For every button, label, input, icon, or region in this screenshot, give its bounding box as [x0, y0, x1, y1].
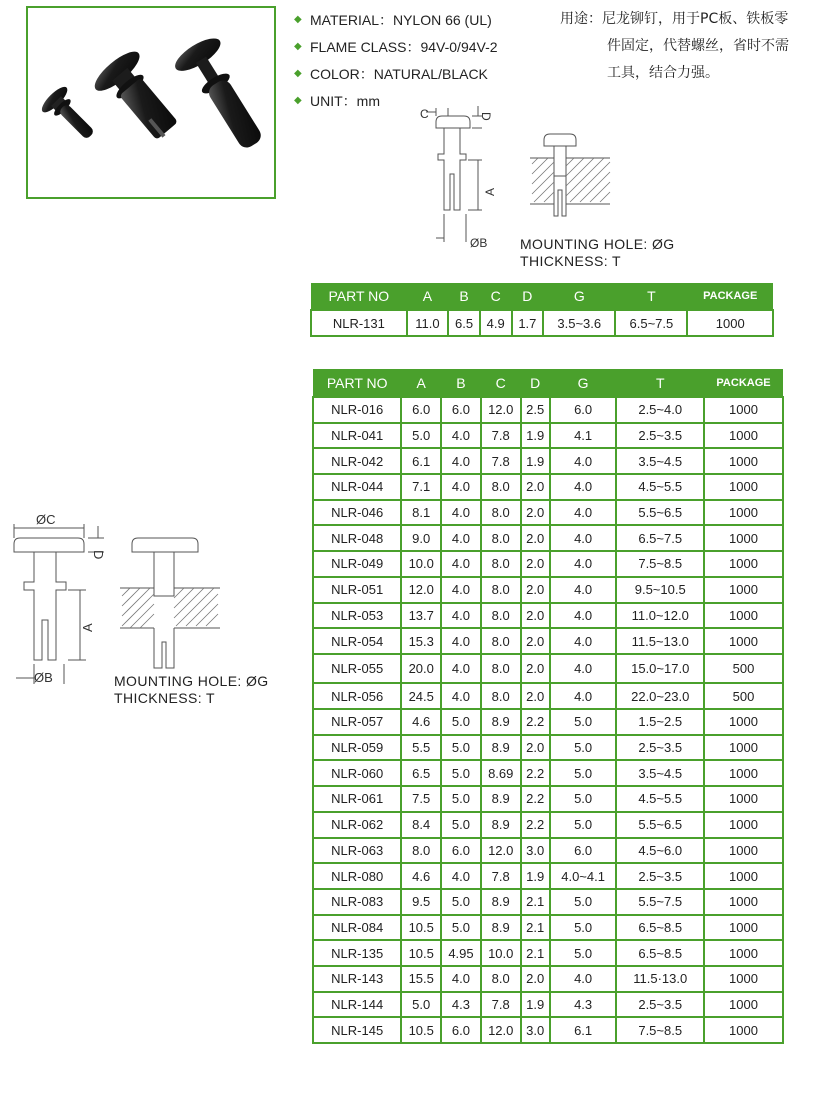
spec-flame-class: ◆ FLAME CLASS：94V-0/94V-2 [294, 33, 498, 60]
label-b: ØB [470, 236, 488, 250]
table-cell: 2.0 [521, 525, 550, 551]
table-cell: 4.3 [441, 992, 481, 1018]
table-row [313, 500, 783, 526]
small-rivet [38, 83, 102, 147]
column-header: D [521, 369, 550, 397]
table-cell: 1000 [704, 915, 783, 941]
bullet-icon: ◆ [294, 67, 302, 79]
table-row [313, 889, 783, 915]
table-cell: 4.0 [441, 577, 481, 603]
table-cell: 11.0 [407, 310, 449, 336]
column-header: T [615, 283, 687, 310]
table-cell: 4.0 [441, 423, 481, 449]
table-cell: 10.5 [401, 915, 441, 941]
table-cell: 5.0 [550, 735, 617, 761]
table-cell: 3.0 [521, 1017, 550, 1043]
table-nlr-131 [310, 283, 774, 337]
table-cell: 5.0 [550, 940, 617, 966]
column-header: G [543, 283, 615, 310]
table-cell: 1000 [704, 603, 783, 629]
table-cell: 4.0 [550, 500, 617, 526]
table-cell: 2.0 [521, 628, 550, 654]
table-row [313, 838, 783, 864]
table-cell: 4.0 [441, 525, 481, 551]
table-cell: 6.0 [441, 397, 481, 423]
usage-line-3: 工具，结合力强。 [607, 65, 719, 81]
table-cell: 10.5 [401, 1017, 441, 1043]
table-cell: 6.5~8.5 [616, 940, 704, 966]
product-photo [26, 6, 276, 199]
table-cell: 6.5~8.5 [616, 915, 704, 941]
table-cell: 22.0~23.0 [616, 683, 704, 709]
column-header: A [401, 369, 441, 397]
table-cell: 7.8 [481, 992, 521, 1018]
thickness-text: THICKNESS: T [114, 690, 216, 706]
bullet-icon: ◆ [294, 13, 302, 25]
table-cell: 1000 [704, 786, 783, 812]
table-cell: 2.5~4.0 [616, 397, 704, 423]
hatch-pattern [122, 588, 218, 628]
mounting-hole-text: MOUNTING HOLE: ØG [520, 236, 675, 252]
table-cell: 4.6 [401, 709, 441, 735]
table-cell: 4.0~4.1 [550, 863, 617, 889]
table-cell: 5.0 [441, 735, 481, 761]
label-a: A [483, 187, 497, 196]
table-row [313, 525, 783, 551]
table-row [313, 683, 783, 709]
table-cell: 5.0 [550, 915, 617, 941]
table-cell: 1000 [704, 448, 783, 474]
table-cell: 9.0 [401, 525, 441, 551]
top-mounting-note [520, 236, 675, 270]
part-number-cell: NLR-080 [313, 863, 401, 889]
table-cell: 3.5~4.5 [616, 760, 704, 786]
table-cell: 2.5 [521, 397, 550, 423]
table-row [313, 735, 783, 761]
label-a: A [80, 623, 95, 632]
table-cell: 1000 [704, 1017, 783, 1043]
table-cell: 6.0 [550, 838, 617, 864]
table-cell: 20.0 [401, 654, 441, 684]
table-cell: 8.9 [481, 709, 521, 735]
table-row [313, 863, 783, 889]
bullet-icon: ◆ [294, 40, 302, 52]
table-cell: 1000 [704, 551, 783, 577]
table-cell: 5.0 [441, 786, 481, 812]
table-row [313, 654, 783, 684]
table-cell: 1000 [704, 397, 783, 423]
part-number-cell: NLR-056 [313, 683, 401, 709]
spec-color: ◆ COLOR：NATURAL/BLACK [294, 60, 498, 87]
part-number-cell: NLR-041 [313, 423, 401, 449]
table-cell: 6.0 [401, 397, 441, 423]
part-number-cell: NLR-053 [313, 603, 401, 629]
table-cell: 2.1 [521, 915, 550, 941]
column-header: B [448, 283, 480, 310]
table-cell: 8.0 [481, 683, 521, 709]
nylon-rivet-photo [28, 8, 274, 197]
table-cell: 8.9 [481, 735, 521, 761]
table-cell: 4.5~5.5 [616, 474, 704, 500]
table-row [313, 786, 783, 812]
table-cell: 1000 [704, 863, 783, 889]
table-cell: 4.0 [441, 603, 481, 629]
label-b: ØB [34, 670, 53, 685]
mounting-hole-text: MOUNTING HOLE: ØG [114, 673, 269, 689]
large-rivet [170, 32, 274, 158]
table-cell: 1000 [704, 812, 783, 838]
table-cell: 4.0 [441, 500, 481, 526]
table-cell: 4.0 [441, 654, 481, 684]
table-cell: 5.0 [441, 915, 481, 941]
table-cell: 5.0 [550, 760, 617, 786]
part-number-cell: NLR-059 [313, 735, 401, 761]
table-cell: 10.0 [481, 940, 521, 966]
part-number-cell: NLR-143 [313, 966, 401, 992]
table-cell: 5.0 [401, 423, 441, 449]
table-cell: 1000 [704, 735, 783, 761]
table-row [313, 760, 783, 786]
table-cell: 5.0 [550, 812, 617, 838]
table-cell: 5.0 [550, 709, 617, 735]
table-cell: 1000 [704, 760, 783, 786]
column-header: D [512, 283, 544, 310]
label-d: D [479, 112, 493, 121]
table-cell: 1000 [704, 992, 783, 1018]
table-cell: 8.0 [481, 525, 521, 551]
table-cell: 5.5 [401, 735, 441, 761]
column-header: T [616, 369, 704, 397]
table-row [313, 448, 783, 474]
part-number-cell: NLR-016 [313, 397, 401, 423]
table-cell: 1.7 [512, 310, 544, 336]
table-cell: 11.5~13.0 [616, 628, 704, 654]
part-number-cell: NLR-061 [313, 786, 401, 812]
table-cell: 12.0 [481, 397, 521, 423]
table-cell: 4.0 [550, 966, 617, 992]
top-rivet-drawing [420, 104, 620, 254]
part-number-cell: NLR-046 [313, 500, 401, 526]
table-cell: 2.5~3.5 [616, 863, 704, 889]
table-cell: 5.0 [401, 992, 441, 1018]
table-cell: 6.1 [550, 1017, 617, 1043]
table-cell: 3.0 [521, 838, 550, 864]
table-cell: 7.5~8.5 [616, 1017, 704, 1043]
table-nlr-series [312, 369, 784, 1044]
table-cell: 1.9 [521, 423, 550, 449]
table-cell: 8.0 [481, 474, 521, 500]
table-cell: 2.0 [521, 683, 550, 709]
table-cell: 4.0 [550, 683, 617, 709]
table-cell: 1.9 [521, 863, 550, 889]
label-d: D [91, 550, 106, 560]
table-cell: 9.5 [401, 889, 441, 915]
column-header: PART NO [311, 283, 407, 310]
table-cell: 8.1 [401, 500, 441, 526]
table-cell: 1000 [704, 474, 783, 500]
table-cell: 2.5~3.5 [616, 992, 704, 1018]
table-cell: 10.0 [401, 551, 441, 577]
table-cell: 4.0 [550, 577, 617, 603]
table-cell: 1000 [687, 310, 773, 336]
table-cell: 8.0 [481, 577, 521, 603]
left-rivet-drawing [8, 508, 248, 688]
table-cell: 2.1 [521, 889, 550, 915]
part-number-cell: NLR-083 [313, 889, 401, 915]
table-row [313, 992, 783, 1018]
table-cell: 7.8 [481, 448, 521, 474]
middle-rivet [89, 46, 190, 151]
column-header: PART NO [313, 369, 401, 397]
spec-unit: ◆ UNIT：mm [294, 87, 498, 114]
part-number-cell: NLR-051 [313, 577, 401, 603]
table-cell: 10.5 [401, 940, 441, 966]
part-number-cell: NLR-054 [313, 628, 401, 654]
table-row [313, 551, 783, 577]
table-cell: 1.5~2.5 [616, 709, 704, 735]
part-number-cell: NLR-131 [311, 310, 407, 336]
column-header: PACKAGE [704, 369, 783, 397]
column-header: PACKAGE [687, 283, 773, 310]
usage-description [560, 6, 816, 87]
table-cell: 1.9 [521, 448, 550, 474]
table-cell: 4.0 [441, 863, 481, 889]
table-cell: 4.0 [441, 551, 481, 577]
column-header: A [407, 283, 449, 310]
table-row [313, 423, 783, 449]
table-cell: 1000 [704, 577, 783, 603]
table-cell: 5.0 [550, 889, 617, 915]
table-cell: 4.6 [401, 863, 441, 889]
table-cell: 8.0 [481, 603, 521, 629]
column-header: C [481, 369, 521, 397]
table-cell: 1000 [704, 628, 783, 654]
table-cell: 2.2 [521, 812, 550, 838]
table-cell: 6.1 [401, 448, 441, 474]
table-cell: 1000 [704, 838, 783, 864]
table-cell: 4.0 [550, 474, 617, 500]
table-cell: 2.0 [521, 577, 550, 603]
table-cell: 4.0 [441, 448, 481, 474]
table-cell: 8.9 [481, 812, 521, 838]
part-number-cell: NLR-062 [313, 812, 401, 838]
table-cell: 12.0 [481, 1017, 521, 1043]
table-row [313, 1017, 783, 1043]
table-cell: 4.5~6.0 [616, 838, 704, 864]
table-cell: 4.3 [550, 992, 617, 1018]
table-cell: 6.5 [448, 310, 480, 336]
table-cell: 8.0 [481, 966, 521, 992]
table-cell: 11.5·13.0 [616, 966, 704, 992]
table-cell: 6.0 [550, 397, 617, 423]
table-cell: 15.5 [401, 966, 441, 992]
table-cell: 5.5~6.5 [616, 812, 704, 838]
table-cell: 2.0 [521, 474, 550, 500]
part-number-cell: NLR-044 [313, 474, 401, 500]
table-row [313, 966, 783, 992]
part-number-cell: NLR-055 [313, 654, 401, 684]
table-cell: 1000 [704, 889, 783, 915]
table-cell: 2.0 [521, 735, 550, 761]
table-cell: 6.5~7.5 [616, 525, 704, 551]
table-row [311, 310, 773, 336]
table-cell: 1000 [704, 709, 783, 735]
table-row [313, 577, 783, 603]
table-cell: 2.0 [521, 966, 550, 992]
table-cell: 4.0 [441, 683, 481, 709]
table-cell: 2.0 [521, 603, 550, 629]
table-cell: 4.1 [550, 423, 617, 449]
table-row [313, 474, 783, 500]
table-cell: 4.5~5.5 [616, 786, 704, 812]
part-number-cell: NLR-042 [313, 448, 401, 474]
table-cell: 4.0 [550, 628, 617, 654]
hatch-pattern [532, 158, 610, 202]
table-cell: 1000 [704, 500, 783, 526]
table-cell: 1000 [704, 940, 783, 966]
table-cell: 15.3 [401, 628, 441, 654]
table-cell: 8.9 [481, 915, 521, 941]
table-cell: 4.0 [441, 966, 481, 992]
table-cell: 3.5~3.6 [543, 310, 615, 336]
table-cell: 9.5~10.5 [616, 577, 704, 603]
usage-label: 用途： [560, 11, 602, 27]
column-header: B [441, 369, 481, 397]
table-cell: 6.0 [441, 1017, 481, 1043]
table-cell: 2.0 [521, 551, 550, 577]
table-cell: 4.0 [441, 474, 481, 500]
table-row [313, 397, 783, 423]
table-cell: 5.5~6.5 [616, 500, 704, 526]
table-cell: 13.7 [401, 603, 441, 629]
table-cell: 7.1 [401, 474, 441, 500]
table-cell: 2.2 [521, 786, 550, 812]
table-cell: 4.95 [441, 940, 481, 966]
table-cell: 2.2 [521, 709, 550, 735]
table-cell: 5.0 [441, 812, 481, 838]
table-cell: 5.0 [441, 760, 481, 786]
part-number-cell: NLR-049 [313, 551, 401, 577]
table-cell: 5.0 [441, 709, 481, 735]
table-cell: 7.8 [481, 863, 521, 889]
table-row [313, 628, 783, 654]
table-cell: 8.4 [401, 812, 441, 838]
table-cell: 7.8 [481, 423, 521, 449]
table-cell: 500 [704, 683, 783, 709]
column-header: C [480, 283, 512, 310]
table-cell: 8.0 [401, 838, 441, 864]
usage-line-2: 件固定，代替螺丝，省时不需 [607, 38, 789, 54]
usage-line-1: 尼龙铆钉，用于PC板、铁板零 [602, 11, 789, 27]
table-cell: 4.9 [480, 310, 512, 336]
table-row [313, 812, 783, 838]
table-cell: 5.0 [550, 786, 617, 812]
table-cell: 2.1 [521, 940, 550, 966]
table-cell: 2.2 [521, 760, 550, 786]
table-cell: 8.0 [481, 551, 521, 577]
part-number-cell: NLR-063 [313, 838, 401, 864]
table-cell: 4.0 [550, 525, 617, 551]
table-cell: 7.5~8.5 [616, 551, 704, 577]
column-header: G [550, 369, 617, 397]
table-cell: 4.0 [441, 628, 481, 654]
table-cell: 500 [704, 654, 783, 684]
table-row [313, 940, 783, 966]
table-cell: 2.5~3.5 [616, 423, 704, 449]
table-cell: 2.0 [521, 654, 550, 684]
table-cell: 3.5~4.5 [616, 448, 704, 474]
table-row [313, 709, 783, 735]
table-cell: 1000 [704, 966, 783, 992]
part-number-cell: NLR-144 [313, 992, 401, 1018]
table-cell: 4.0 [550, 448, 617, 474]
bullet-icon: ◆ [294, 94, 302, 106]
table-cell: 15.0~17.0 [616, 654, 704, 684]
table-cell: 8.0 [481, 654, 521, 684]
table-cell: 1000 [704, 423, 783, 449]
table-row [313, 603, 783, 629]
table-cell: 2.5~3.5 [616, 735, 704, 761]
table-cell: 8.0 [481, 500, 521, 526]
part-number-cell: NLR-084 [313, 915, 401, 941]
table-cell: 2.0 [521, 500, 550, 526]
table-cell: 4.0 [550, 551, 617, 577]
spec-list [294, 6, 498, 114]
table-cell: 5.5~7.5 [616, 889, 704, 915]
table-row [313, 915, 783, 941]
table-cell: 8.9 [481, 889, 521, 915]
table-cell: 1000 [704, 525, 783, 551]
thickness-text: THICKNESS: T [520, 253, 622, 269]
table-cell: 4.0 [550, 654, 617, 684]
table-cell: 1.9 [521, 992, 550, 1018]
part-number-cell: NLR-048 [313, 525, 401, 551]
left-mounting-note [114, 673, 269, 707]
part-number-cell: NLR-057 [313, 709, 401, 735]
part-number-cell: NLR-145 [313, 1017, 401, 1043]
label-c: C [420, 107, 429, 121]
table-cell: 6.5 [401, 760, 441, 786]
part-number-cell: NLR-135 [313, 940, 401, 966]
table-cell: 7.5 [401, 786, 441, 812]
table-cell: 6.0 [441, 838, 481, 864]
table-cell: 4.0 [550, 603, 617, 629]
table-cell: 8.9 [481, 786, 521, 812]
table-cell: 6.5~7.5 [615, 310, 687, 336]
label-c: ØC [36, 512, 56, 527]
table-cell: 5.0 [441, 889, 481, 915]
spec-material: ◆ MATERIAL：NYLON 66 (UL) [294, 6, 498, 33]
table-cell: 12.0 [401, 577, 441, 603]
part-number-cell: NLR-060 [313, 760, 401, 786]
table-cell: 8.69 [481, 760, 521, 786]
table-cell: 12.0 [481, 838, 521, 864]
table-cell: 24.5 [401, 683, 441, 709]
table-cell: 8.0 [481, 628, 521, 654]
table-cell: 11.0~12.0 [616, 603, 704, 629]
